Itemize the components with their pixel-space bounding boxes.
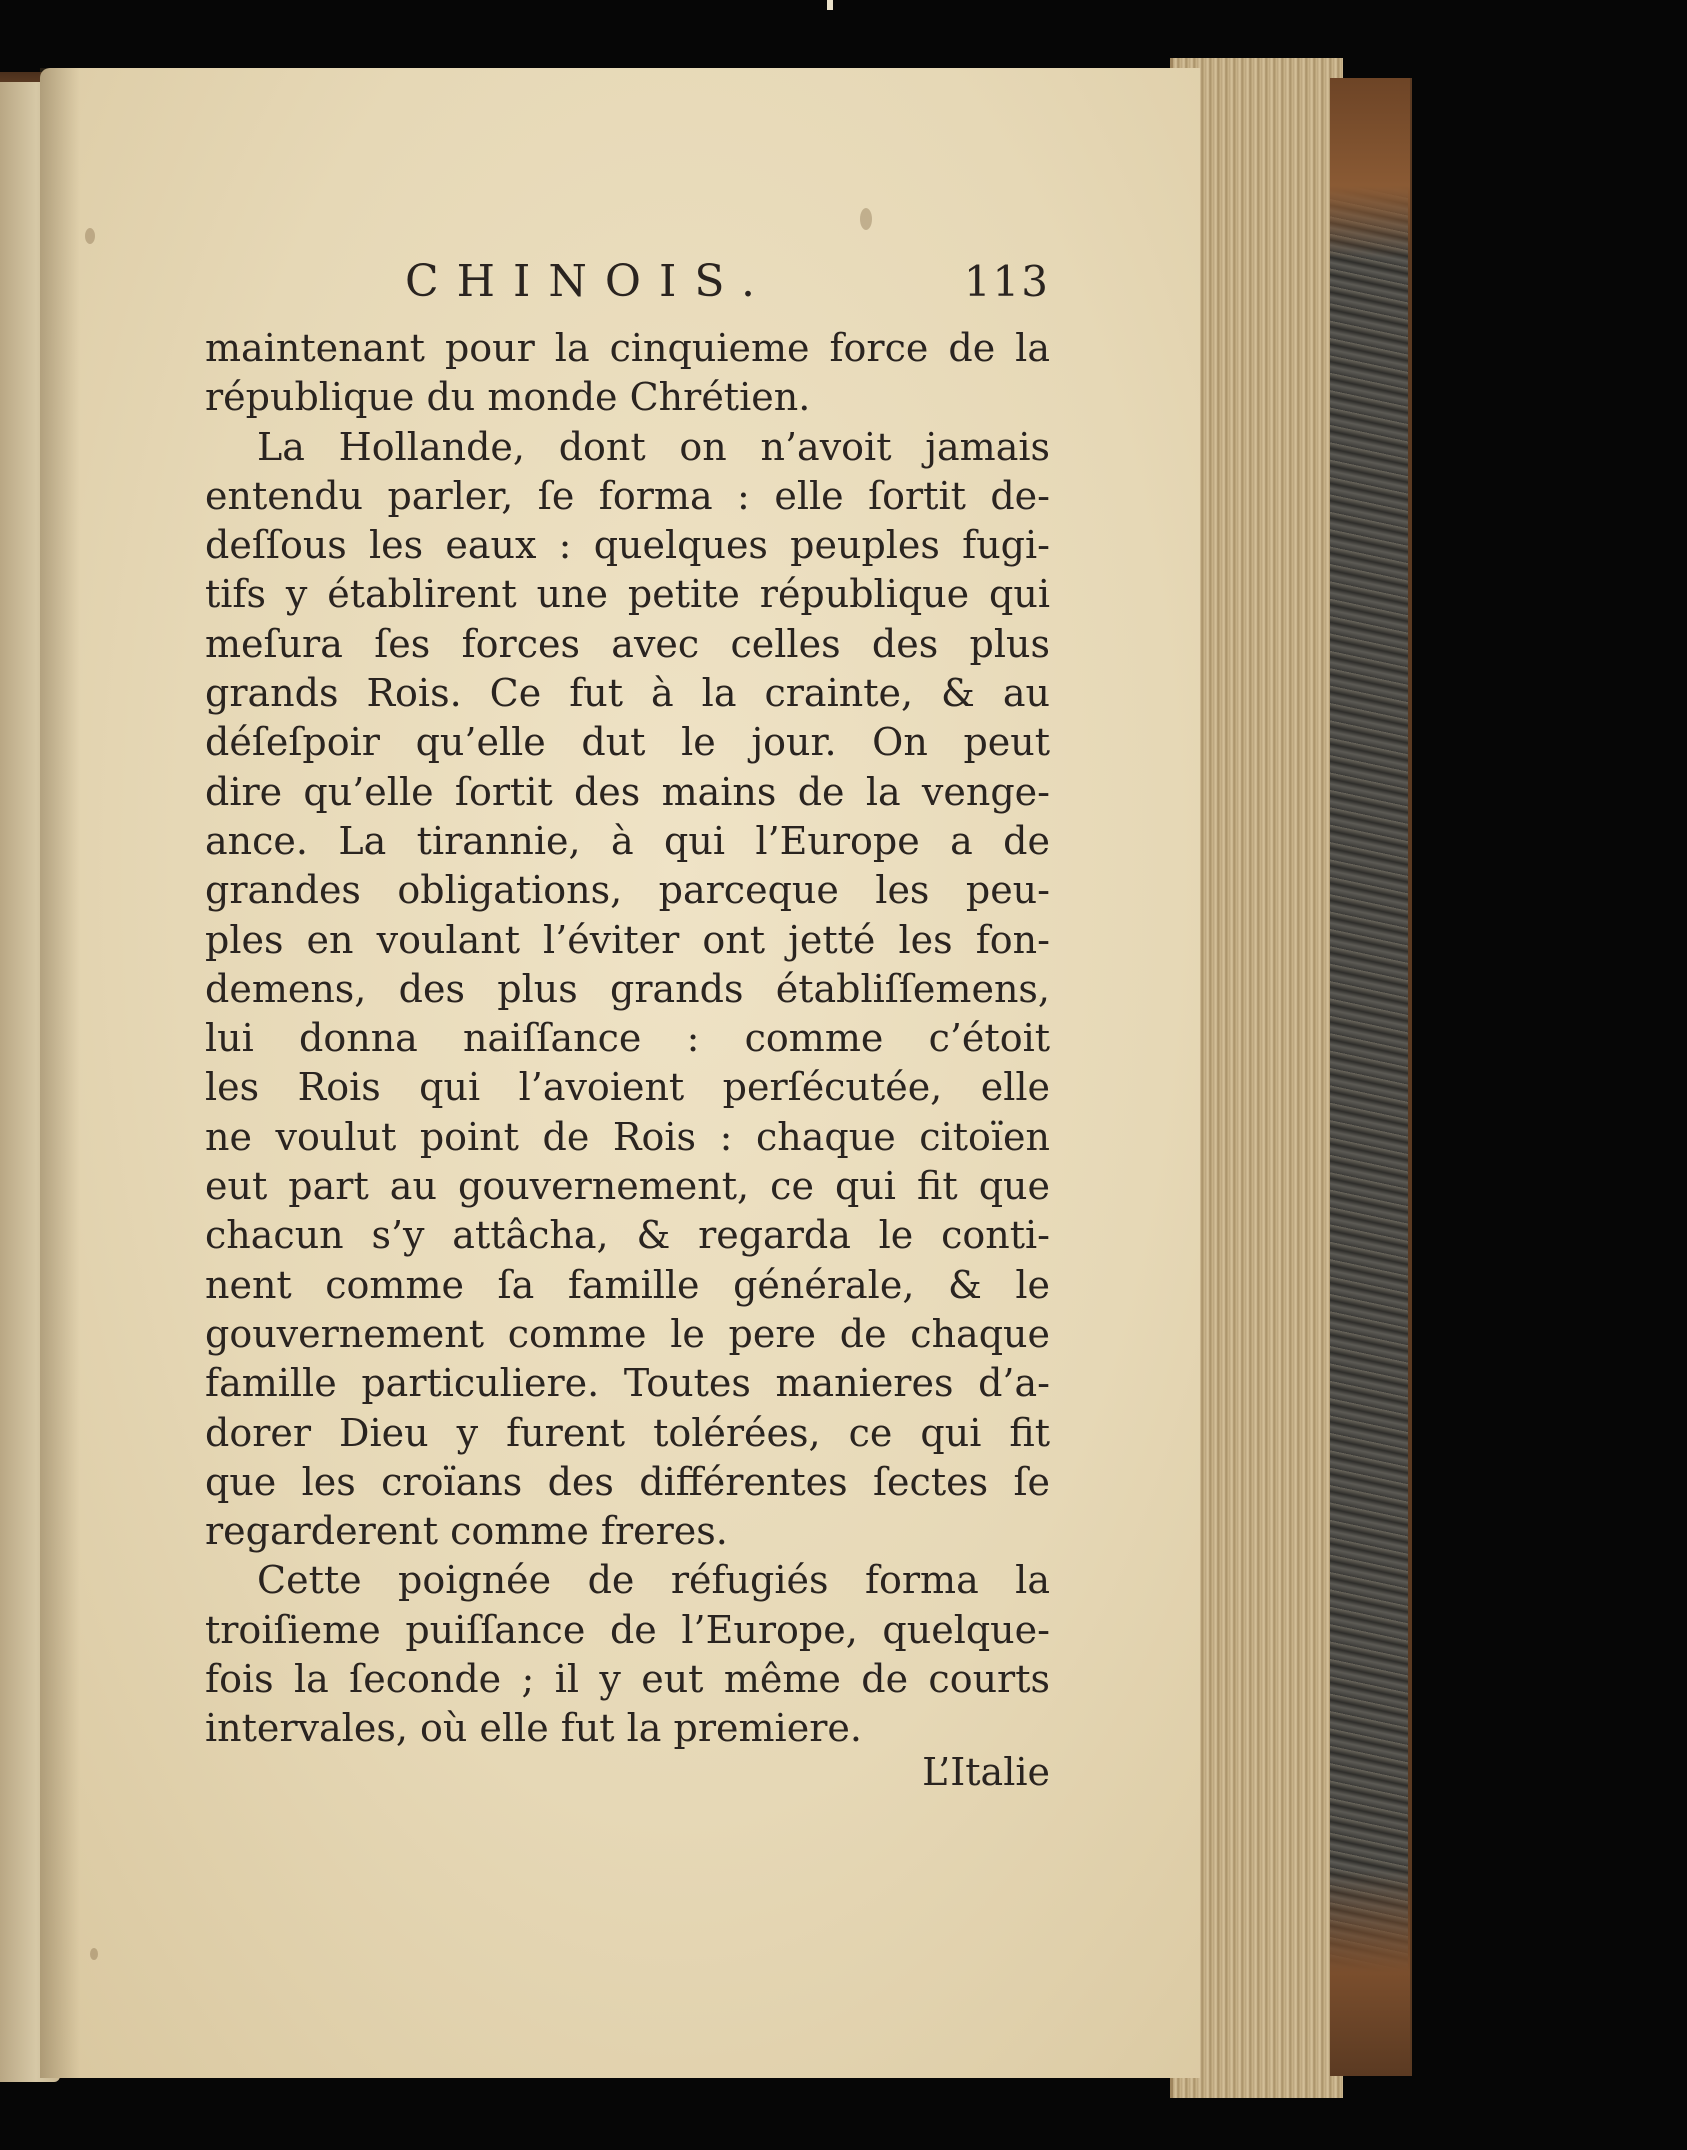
text-line: lui donna naiſſance : comme c’étoit [205, 1016, 1050, 1061]
text-line: Cette poignée de réfugiés forma la [257, 1558, 1050, 1603]
running-title: CHINOIS. [405, 256, 773, 307]
text-line: déſeſpoir qu’elle dut le jour. On peut [205, 720, 1050, 765]
text-line: gouvernement comme le pere de chaque [205, 1311, 1050, 1356]
text-line: regarderent comme freres. [205, 1509, 728, 1554]
text-line: famille particuliere. Toutes manieres d’a- [205, 1361, 1050, 1406]
cover-corner-bottom [1330, 1870, 1410, 2076]
text-line: maintenant pour la cinquieme force de la [205, 326, 1050, 370]
top-mark [827, 0, 833, 10]
text-line: tifs y établirent une petite république qui [205, 572, 1050, 617]
text-block [205, 252, 1050, 1794]
text-line: ples en voulant l’éviter ont jetté les fon- [205, 917, 1050, 962]
text-line: grands Rois. Ce fut à la crainte, & au [205, 671, 1050, 716]
cover-corner-top [1330, 78, 1410, 258]
running-head [205, 252, 1050, 322]
text-line: eut part au gouvernement, ce qui fit que [205, 1164, 1050, 1209]
text-line: nent comme ſa famille générale, & le [205, 1262, 1050, 1307]
text-line: dorer Dieu y furent tolérées, ce qui fit [205, 1410, 1050, 1455]
text-line: troiſieme puiſſance de l’Europe, quelque- [205, 1607, 1050, 1652]
text-line: intervales, où elle fut la premiere. [205, 1706, 862, 1751]
catchword: L’Italie [922, 1750, 1050, 1794]
text-line: les Rois qui l’avoient perſécutée, elle [205, 1065, 1050, 1110]
back-cover [1330, 78, 1412, 2076]
text-line: entendu parler, ſe forma : elle ſortit de- [205, 473, 1050, 518]
text-line: que les croïans des différentes ſectes ſe [205, 1459, 1050, 1504]
text-line: ance. La tirannie, à qui l’Europe a de [205, 818, 1050, 863]
text-line: fois la ſeconde ; il y eut même de courts [205, 1657, 1050, 1702]
body-text [205, 324, 1050, 1754]
page-number: 113 [963, 257, 1050, 306]
text-line: meſura ſes forces avec celles des plus [205, 621, 1050, 666]
text-line: deſſous les eaux : quelques peuples fugi- [205, 523, 1050, 568]
text-line: grandes obligations, parceque les peu- [205, 868, 1050, 913]
text-line: dire qu’elle ſortit des mains de la venge- [205, 769, 1050, 814]
foxing-spot [860, 208, 872, 230]
text-line: La Hollande, dont on n’avoit jamais [257, 424, 1050, 469]
text-line: chacun s’y attâcha, & regarda le conti- [205, 1213, 1050, 1258]
gutter-shadow [40, 68, 80, 2078]
text-line: ne voulut point de Rois : chaque citoïen [205, 1114, 1050, 1159]
foxing-spot [90, 1948, 98, 1960]
text-line: république du monde Chrétien. [205, 375, 811, 420]
text-line: demens, des plus grands établiſſemens, [205, 966, 1050, 1011]
foxing-spot [85, 228, 95, 244]
